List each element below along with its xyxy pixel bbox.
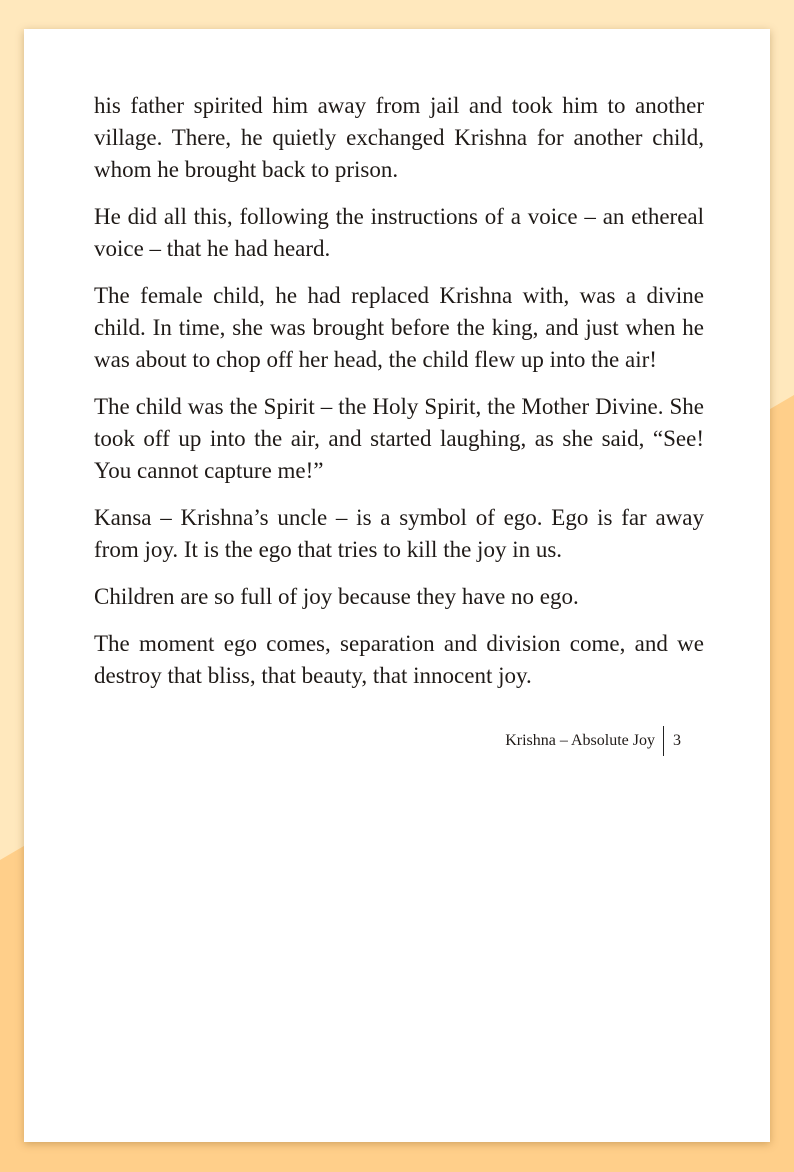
paragraph: The child was the Spirit – the Holy Spirit, the Mother Divine. She took off up into the air, and started laughing, as she said, “See! You cannot capture me!” xyxy=(94,394,704,483)
paragraph: Kansa – Krishna’s uncle – is a symbol of ego. Ego is far away from joy. It is the ego that tries to kill the joy in us. xyxy=(94,505,704,562)
paragraph: He did all this, following the instructions of a voice – an ethereal voice – that he had heard. xyxy=(94,204,704,261)
body-text xyxy=(94,90,704,707)
running-title: Krishna – Absolute Joy xyxy=(505,732,655,749)
page-footer xyxy=(505,726,681,756)
footer-divider xyxy=(663,726,664,756)
book-page xyxy=(24,29,770,1142)
paragraph: Children are so full of joy because they have no ego. xyxy=(94,584,579,609)
paragraph: The moment ego comes, separation and division come, and we destroy that bliss, that beauty, that innocent joy. xyxy=(94,631,704,688)
page-number: 3 xyxy=(673,732,681,749)
paragraph: his father spirited him away from jail and took him to another village. There, he quietly exchanged Krishna for another child, whom he brought back to prison. xyxy=(94,93,704,182)
paragraph: The female child, he had replaced Krishna with, was a divine child. In time, she was brought before the king, and just when he was about to chop off her head, the child flew up into the air! xyxy=(94,283,704,372)
